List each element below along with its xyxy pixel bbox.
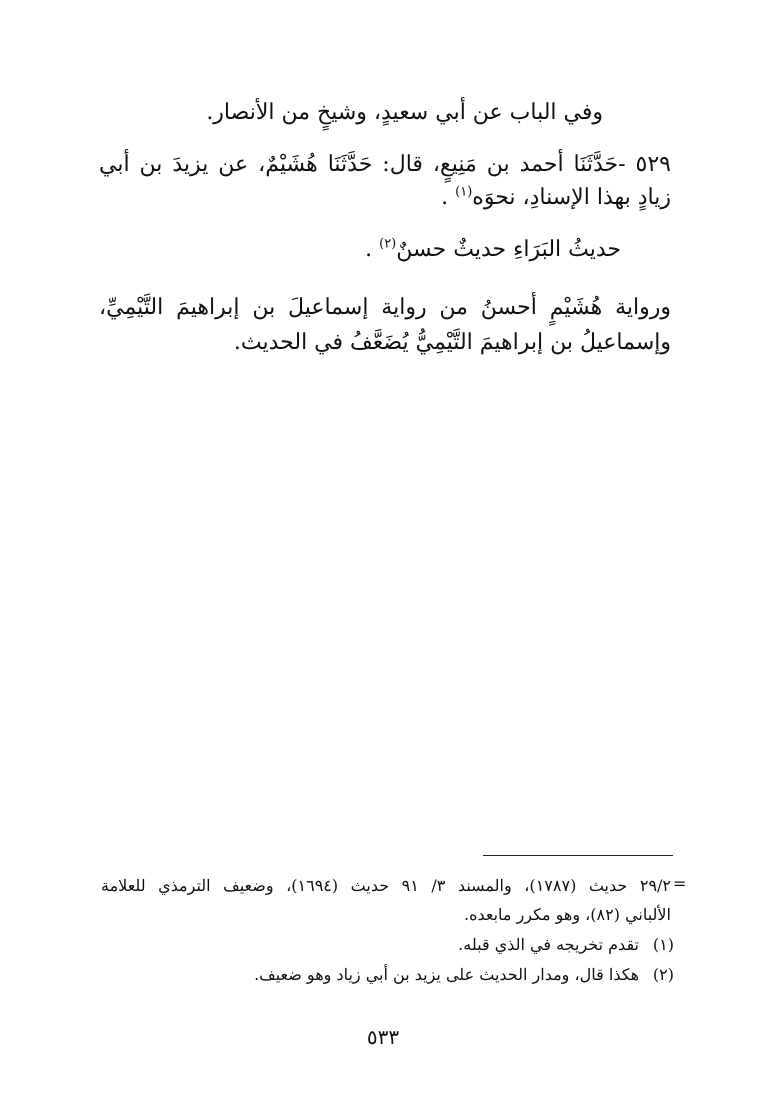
- remark-line-2: [234, 328, 671, 358]
- footnote-1-text: تقدم تخريجه في الذي قبله.: [458, 935, 639, 954]
- footnote-1-number: (١): [652, 935, 674, 954]
- hadith-isnad-line-1: [99, 150, 671, 180]
- hadith-grade-text: حديثُ البَرَاءِ حديثٌ حسنٌ: [396, 237, 621, 262]
- footnote-marker-2: (٢): [379, 236, 397, 252]
- footnote-continuation-marker: =: [673, 874, 687, 893]
- hadith-isnad-line-2: [441, 183, 671, 213]
- hadith-grade-line: [365, 235, 621, 265]
- body-line-related-narrations: [206, 98, 603, 128]
- footnote-2-number: (٢): [652, 965, 674, 984]
- related-narrations-text: وفي الباب عن أبي سعيدٍ، وشيخٍ من الأنصار.: [206, 100, 603, 125]
- remark-text-2: وإسماعيلُ بن إبراهيمَ التَّيْمِيُّ يُضَعَّفُ في الحديث.: [233, 330, 671, 355]
- footnote-continuation-text-2: الألباني (٨٢)، وهو مكرر مابعده.: [464, 905, 671, 924]
- hadith-isnad-text-2: زيادٍ بهذا الإسنادِ، نحوَه: [472, 185, 671, 210]
- footnote-continuation-text-1: ٢٩/٢ حديث (١٧٨٧)، والمسند ٣/ ٩١ حديث (١٦٩٤)، وضعيف الترمذي للعلامة: [101, 876, 672, 895]
- footnote-2-text: هكذا قال، ومدار الحديث على يزيد بن أبي زياد وهو ضعيف.: [254, 965, 639, 984]
- hadith-grade-end: .: [365, 237, 380, 262]
- footnote-continuation-line-2: [464, 903, 671, 927]
- footnote-divider: [483, 855, 673, 856]
- footnote-marker-1: (١): [455, 184, 473, 200]
- hadith-isnad-end: .: [441, 185, 456, 210]
- remark-line-1: [99, 293, 671, 323]
- footnote-continuation-line-1: [101, 874, 671, 898]
- remark-text-1: ورواية هُشَيْمٍ أحسنُ من رواية إسماعيلَ بن إبراهيمَ التَّيْمِيِّ،: [99, 295, 671, 320]
- hadith-isnad-text-1: ٥٢٩ -حَدَّثَنَا أحمد بن مَنِيعٍ، قال: حَدَّثَنَا هُشَيْمٌ، عن يزيدَ بن أبي: [99, 152, 671, 177]
- page-number: ٥٣٣: [366, 1025, 400, 1049]
